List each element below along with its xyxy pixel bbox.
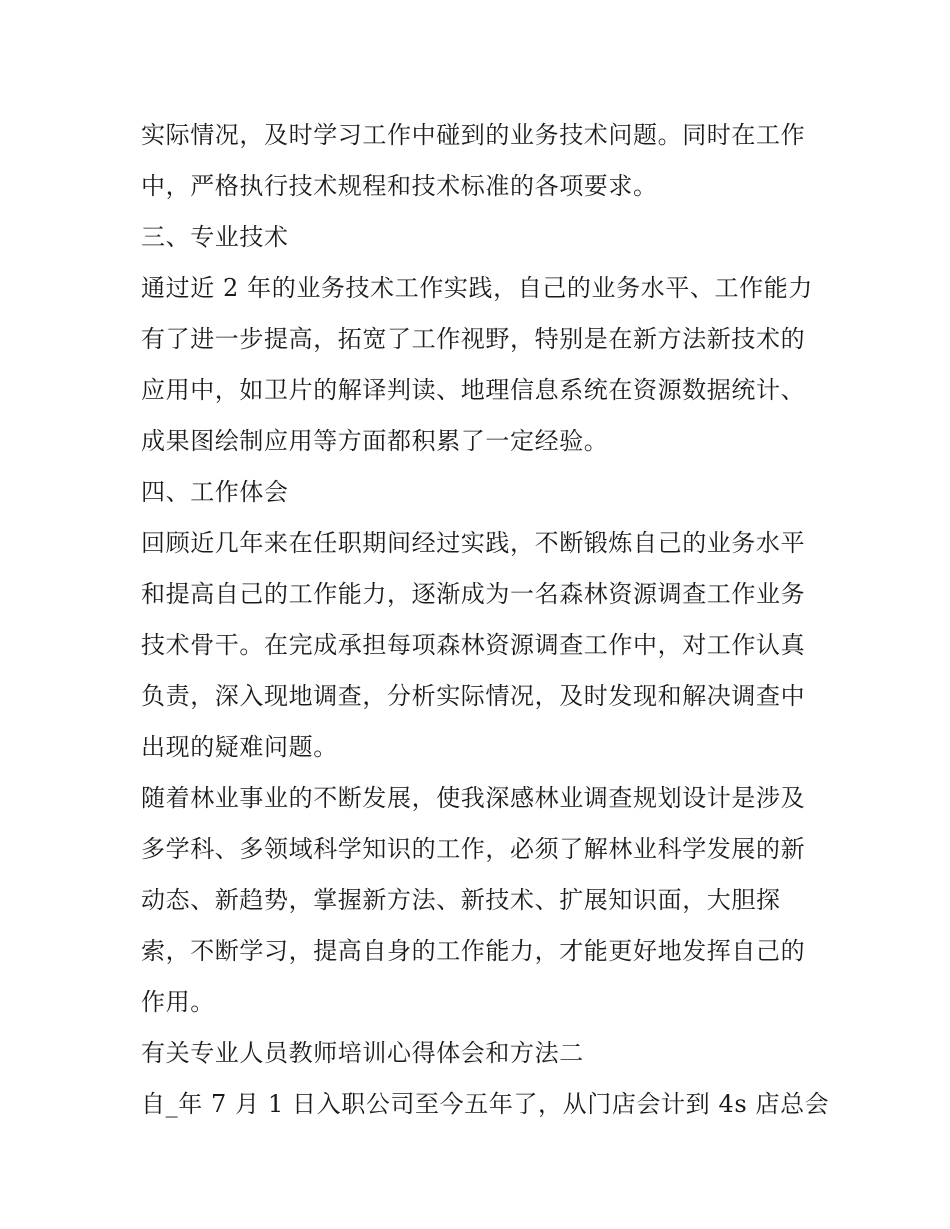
body-text-line: 作用。 [141, 988, 215, 1016]
article-title: 有关专业人员教师培训心得体会和方法二 [141, 1039, 584, 1067]
body-text-line: 负责，深入现地调查，分析实际情况，及时发现和解决调查中 [141, 682, 806, 710]
section-heading: 三、专业技术 [141, 223, 289, 251]
body-text-line: 和提高自己的工作能力，逐渐成为一名森林资源调查工作业务 [141, 580, 806, 608]
body-text-line: 中，严格执行技术规程和技术标准的各项要求。 [141, 172, 658, 200]
body-text-line: 回顾近几年来在任职期间经过实践，不断锻炼自己的业务水平 [141, 529, 806, 557]
body-text-line: 多学科、多领域科学知识的工作，必须了解林业科学发展的新 [141, 835, 806, 863]
body-text-line: 动态、新趋势，掌握新方法、新技术、扩展知识面，大胆探 [141, 886, 781, 914]
body-text-line: 有了进一步提高，拓宽了工作视野，特别是在新方法新技术的 [141, 325, 806, 353]
body-text-line: 实际情况，及时学习工作中碰到的业务技术问题。同时在工作 [141, 121, 806, 149]
body-text-line: 通过近 2 年的业务技术工作实践，自己的业务水平、工作能力 [141, 274, 813, 302]
body-text-line: 索，不断学习，提高自身的工作能力，才能更好地发挥自己的 [141, 937, 806, 965]
body-text-line: 出现的疑难问题。 [141, 733, 338, 761]
body-text-line: 成果图绘制应用等方面都积累了一定经验。 [141, 427, 609, 455]
body-text-line: 技术骨干。在完成承担每项森林资源调查工作中，对工作认真 [141, 631, 806, 659]
body-text-line: 自_年 7 月 1 日入职公司至今五年了，从门店会计到 4s 店总会 [141, 1090, 830, 1118]
document-body [141, 110, 830, 1130]
section-heading: 四、工作体会 [141, 478, 289, 506]
body-text-line: 随着林业事业的不断发展，使我深感林业调查规划设计是涉及 [141, 784, 806, 812]
body-text-line: 应用中，如卫片的解译判读、地理信息系统在资源数据统计、 [141, 376, 806, 404]
